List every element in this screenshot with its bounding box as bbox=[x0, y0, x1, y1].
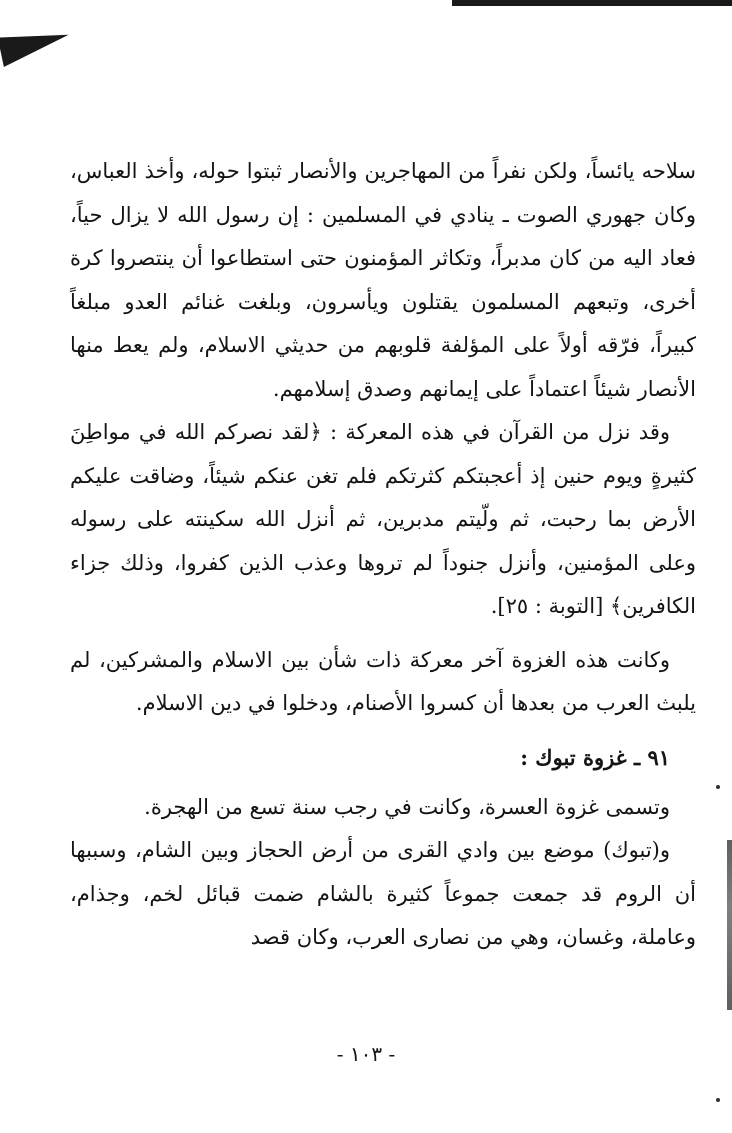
paragraph-1: سلاحه يائساً، ولكن نفراً من المهاجرين والأنصار ثبتوا حوله، وأخذ العباس، وكان جهوري الصوت ـ ينادي في المسلمين : إن رسول الله لا يزال حياً، فعاد اليه من كان مدبراً، وتكاثر المؤمنون حتى استطاعوا أن ينتصروا كرة أخرى، وتبعهم المسلمون يقتلون ويأسرون، وبلغت غنائم العدو مبلغاً كبيراً، فرّقه أولاً على المؤلفة قلوبهم من حديثي الاسلام، ولم يعط منها الأنصار شيئاً اعتماداً على إيمانهم وصدق إسلامهم. bbox=[70, 159, 696, 401]
scan-edge-mark-left bbox=[0, 23, 72, 67]
scan-edge-mark-right bbox=[727, 840, 732, 1010]
paragraph-3: وكانت هذه الغزوة آخر معركة ذات شأن بين الاسلام والمشركين، لم يلبث العرب من بعدها أن كسروا الأصنام، ودخلوا في دين الاسلام. bbox=[70, 647, 696, 715]
paragraph-5: و(تبوك) موضع بين وادي القرى من أرض الحجاز وبين الشام، وسببها أن الروم قد جمعت جموعاً كثيرة بالشام ضمت قبائل لخم، وجذام، وعاملة، وغسان، وهي من نصارى العرب، وكان قصد bbox=[70, 838, 696, 949]
paragraph-4: وتسمى غزوة العسرة، وكانت في رجب سنة تسع من الهجرة. bbox=[144, 794, 670, 819]
page-body bbox=[70, 150, 696, 960]
page-number: - ١٠٣ - bbox=[336, 1042, 396, 1066]
scan-speck bbox=[716, 1098, 720, 1102]
scan-speck bbox=[716, 785, 720, 789]
section-heading: ٩١ ـ غزوة تبوك : bbox=[520, 744, 670, 770]
scan-edge-mark-top bbox=[452, 0, 732, 6]
paragraph-2: وقد نزل من القرآن في هذه المعركة : ﴿لقد نصركم الله في مواطِنَ كثيرةٍ ويوم حنين إذ أعجبتكم كثرتكم فلم تغن عنكم شيئاً، وضاقت عليكم الأرض بما رحبت، ثم ولّيتم مدبرين، ثم أنزل الله سكينته على رسوله وعلى المؤمنين، وأنزل جنوداً لم تروها وعذب الذين كفروا، وذلك جزاء الكافرين﴾ [التوبة : ٢٥]. bbox=[70, 420, 696, 618]
